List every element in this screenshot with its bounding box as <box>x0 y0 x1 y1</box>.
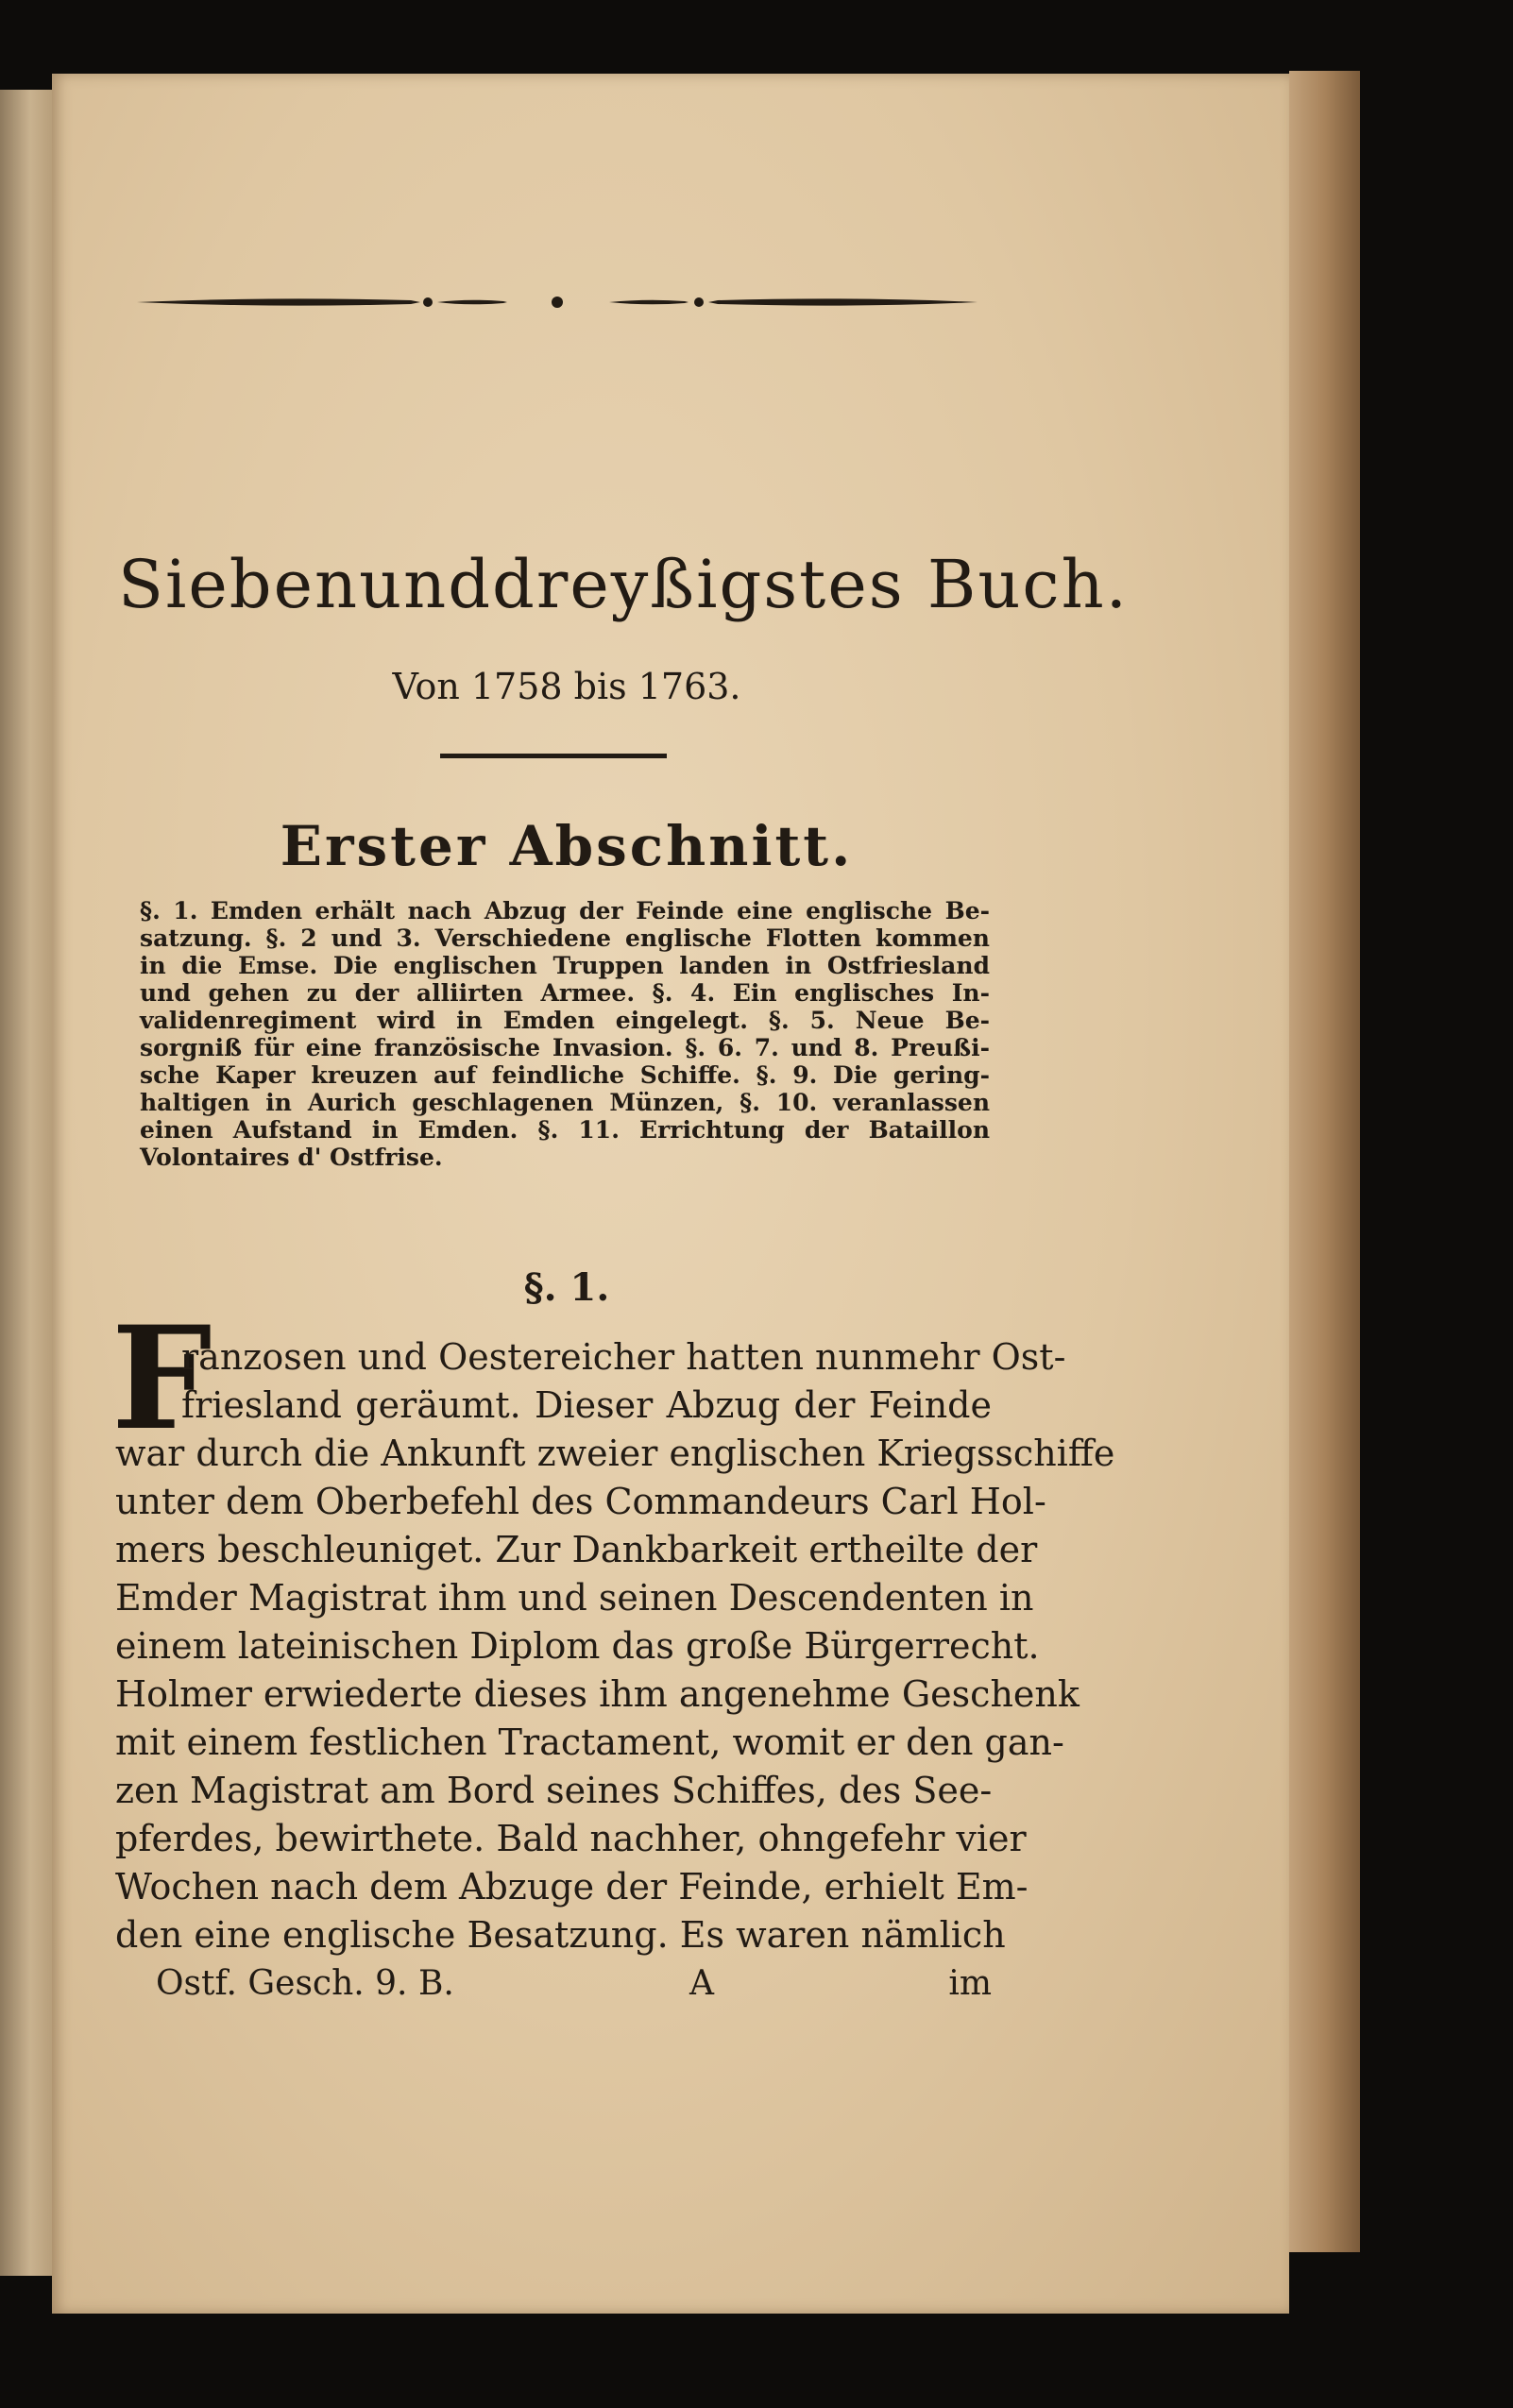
page-fore-edge <box>1289 71 1360 2252</box>
summary-line: und gehen zu der alliirten Armee. §. 4. Ein englisches In- <box>140 979 990 1007</box>
signature-mark: Ostf. Gesch. 9. B. <box>156 1964 454 2003</box>
catchword: im <box>948 1964 992 2003</box>
summary-line: sche Kaper kreuzen auf feindliche Schiffe. §. 9. Die gering- <box>140 1061 990 1089</box>
body-line: pferdes, bewirthete. Bald nachher, ohngefehr vier <box>115 1818 1027 1859</box>
section-title: Erster Abschnitt. <box>280 814 854 878</box>
body-line: Holmer erwiederte dieses ihm angenehme Geschenk <box>115 1673 1080 1715</box>
body-line: einem lateinischen Diplom das große Bürgerrecht. <box>115 1625 1040 1667</box>
ornament-rule <box>137 293 978 312</box>
summary-line: einen Aufstand in Emden. §. 11. Errichtung der Bataillon <box>140 1116 990 1144</box>
paragraph-mark: §. 1. <box>523 1265 610 1310</box>
book-title: Siebenunddreyßigstes Buch. <box>118 546 1129 623</box>
body-line: unter dem Oberbefehl des Commandeurs Carl Hol- <box>115 1481 1046 1522</box>
body-line: mit einem festlichen Tractament, womit er den gan- <box>115 1721 1064 1763</box>
section-summary <box>140 897 990 1171</box>
left-page-edge <box>0 90 55 2276</box>
summary-line: sorgniß für eine französische Invasion. §. 6. 7. und 8. Preußi- <box>140 1034 990 1061</box>
body-line: Wochen nach dem Abzuge der Feinde, erhielt Em- <box>115 1866 1028 1908</box>
title-divider <box>440 754 667 758</box>
book-subtitle: Von 1758 bis 1763. <box>392 666 741 707</box>
signature-letter: A <box>689 1964 714 2003</box>
body-line: Emder Magistrat ihm und seinen Descendenten in <box>115 1577 1034 1619</box>
paragraph-body <box>115 1333 1115 1959</box>
body-line: war durch die Ankunft zweier englischen Kriegsschiffe <box>115 1433 1115 1474</box>
body-line: mers beschleuniget. Zur Dankbarkeit ertheilte der <box>115 1529 1038 1570</box>
summary-line: in die Emse. Die englischen Truppen landen in Ostfriesland <box>140 952 990 979</box>
summary-line: haltigen in Aurich geschlagenen Münzen, §. 10. veranlassen <box>140 1089 990 1116</box>
body-line: friesland geräumt. Dieser Abzug der Feinde <box>181 1384 992 1426</box>
page-footer <box>156 1964 992 2011</box>
drop-cap: F <box>111 1296 212 1462</box>
summary-line: §. 1. Emden erhält nach Abzug der Feinde eine englische Be- <box>140 897 990 924</box>
body-line: ranzosen und Oestereicher hatten nunmehr Ost- <box>181 1336 1066 1378</box>
body-line: zen Magistrat am Bord seines Schiffes, des See- <box>115 1770 993 1811</box>
summary-line: Volontaires d' Ostfrise. <box>140 1144 443 1171</box>
summary-line: validenregiment wird in Emden eingelegt. §. 5. Neue Be- <box>140 1007 990 1034</box>
summary-line: satzung. §. 2 und 3. Verschiedene englische Flotten kommen <box>140 924 990 952</box>
body-line: den eine englische Besatzung. Es waren nämlich <box>115 1914 1006 1956</box>
